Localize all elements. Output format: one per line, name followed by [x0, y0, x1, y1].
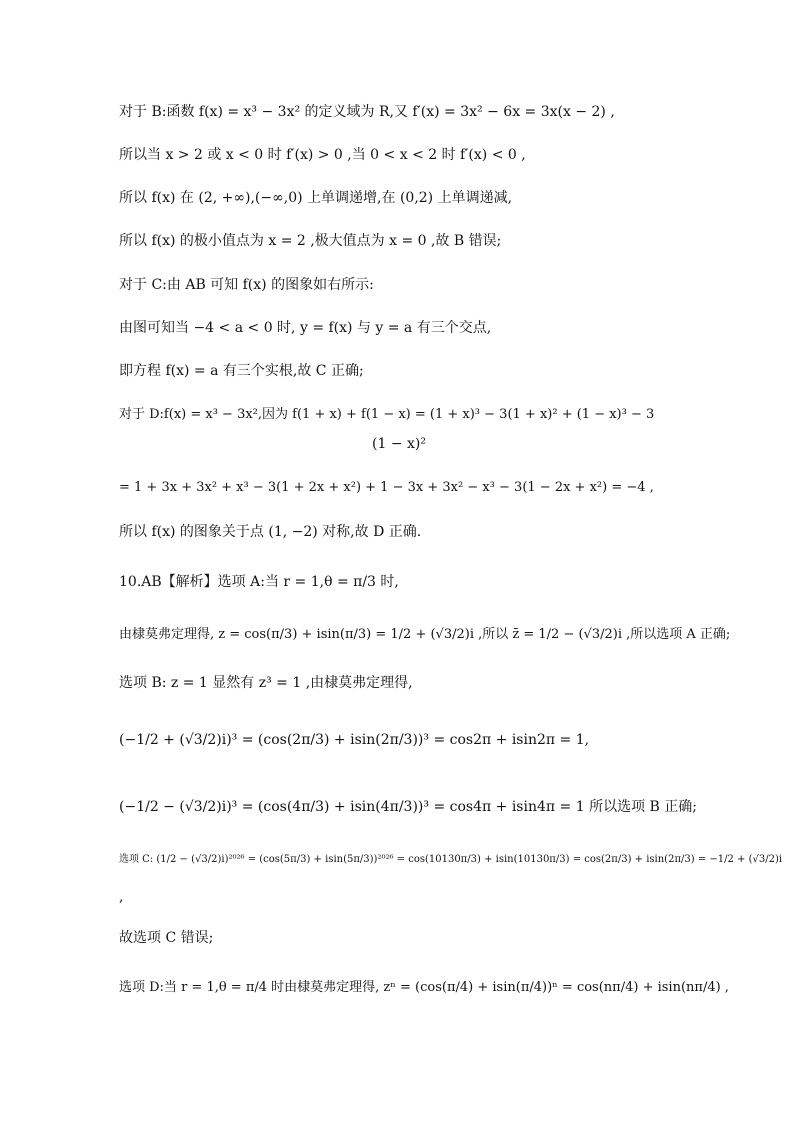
text-line-14: (−1/2 + (√3/2)i)³ = (cos(2π/3) + isin(2π/3))³ = cos2π + isin2π = 1,: [119, 732, 590, 748]
text-line-3: 所以 f(x) 在 (2, +∞),(−∞,0) 上单调递增,在 (0,2) 上单调递减,: [119, 190, 513, 206]
text-line-8: 对于 D:f(x) = x³ − 3x²,因为 f(1 + x) + f(1 − x) = (1 + x)³ − 3(1 + x)² + (1 − x)³ − 3: [119, 407, 655, 422]
text-line-6: 由图可知当 −4 < a < 0 时, y = f(x) 与 y = a 有三个交点,: [119, 320, 492, 336]
text-line-10: 所以 f(x) 的图象关于点 (1, −2) 对称,故 D 正确.: [119, 524, 422, 540]
text-line-1: 对于 B:函数 f(x) = x³ − 3x² 的定义域为 R,又 f′(x) = 3x² − 6x = 3x(x − 2) ,: [119, 104, 615, 120]
text-line-9: = 1 + 3x + 3x² + x³ − 3(1 + 2x + x²) + 1 − 3x + 3x² − x³ − 3(1 − 2x + x²) = −4 ,: [119, 480, 654, 495]
text-line-13: 选项 B: z = 1 显然有 z³ = 1 ,由棣莫弗定理得,: [119, 675, 413, 691]
text-line-18: 选项 D:当 r = 1,θ = π/4 时由棣莫弗定理得, zⁿ = (cos(π/4) + isin(π/4))ⁿ = cos(nπ/4) + isin(nπ/4) ,: [119, 980, 729, 995]
text-line-5: 对于 C:由 AB 可知 f(x) 的图象如右所示:: [119, 277, 374, 293]
text-line-16-comma: ,: [119, 889, 124, 905]
text-line-8-continued: (1 − x)²: [372, 436, 426, 452]
text-line-16: 选项 C: (1/2 − (√3/2)i)²⁰²⁶ = (cos(5π/3) + isin(5π/3))²⁰²⁶ = cos(10130π/3) + isin(10130π/3) = cos(2π/3) + isin(2π/3) = −1/2 + (√3/2)i: [119, 854, 783, 865]
text-line-7: 即方程 f(x) = a 有三个实根,故 C 正确;: [119, 363, 364, 379]
text-line-15: (−1/2 − (√3/2)i)³ = (cos(4π/3) + isin(4π/3))³ = cos4π + isin4π = 1 所以选项 B 正确;: [119, 799, 697, 815]
text-line-17: 故选项 C 错误;: [119, 930, 214, 946]
text-line-12: 由棣莫弗定理得, z = cos(π/3) + isin(π/3) = 1/2 + (√3/2)i ,所以 z̄ = 1/2 − (√3/2)i ,所以选项 A 正确;: [119, 627, 731, 642]
text-line-4: 所以 f(x) 的极小值点为 x = 2 ,极大值点为 x = 0 ,故 B 错误;: [119, 233, 502, 249]
text-line-11: 10.AB【解析】选项 A:当 r = 1,θ = π/3 时,: [119, 574, 399, 590]
text-line-2: 所以当 x > 2 或 x < 0 时 f′(x) > 0 ,当 0 < x < 2 时 f′(x) < 0 ,: [119, 147, 526, 163]
